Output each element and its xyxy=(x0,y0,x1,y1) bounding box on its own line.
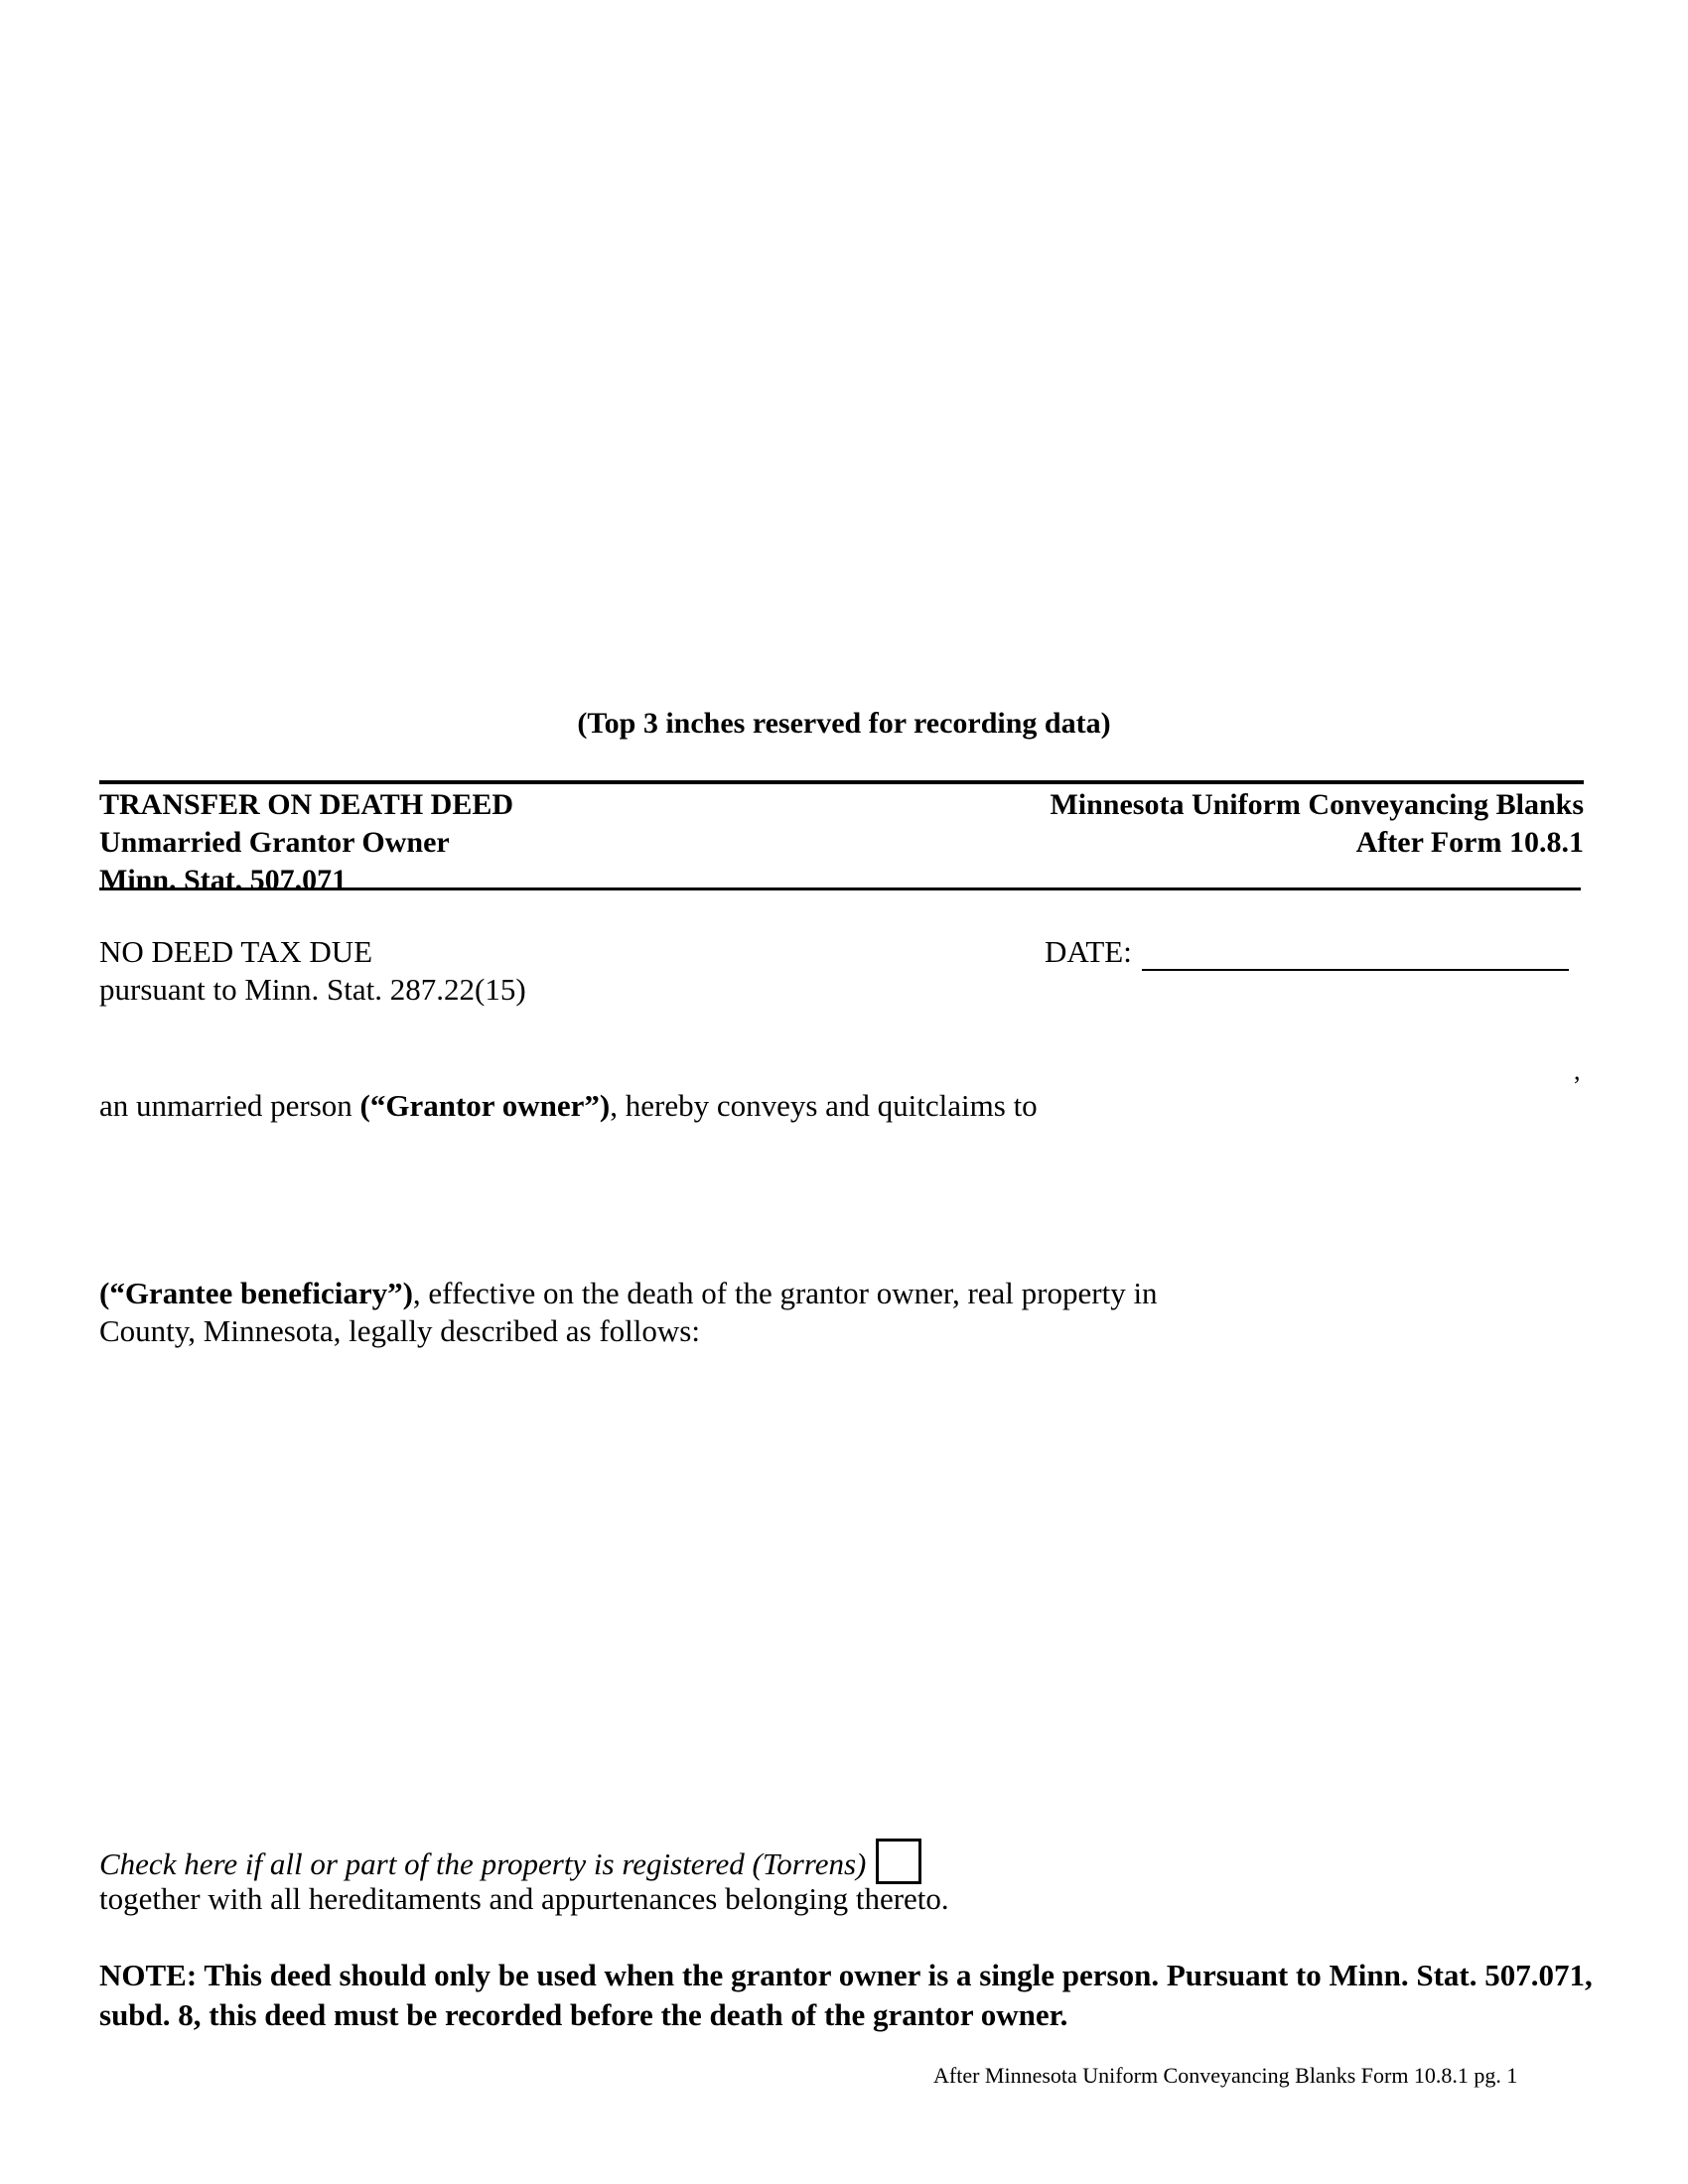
recording-data-notice: (Top 3 inches reserved for recording data) xyxy=(577,707,1111,740)
torrens-checkbox[interactable] xyxy=(876,1839,921,1884)
grantor-clause xyxy=(99,1087,1038,1125)
recording-note: NOTE: This deed should only be used when the grantor owner is a single person. Pursuant to Minn. Stat. 507.071, subd. 8, this deed must be recorded before the death of the grantor owner. xyxy=(99,1958,1593,2032)
header-bottom-rule xyxy=(99,887,1581,890)
grantee-clause xyxy=(99,1275,1158,1350)
header-right xyxy=(1050,786,1584,862)
grantee-clause-line2: County, Minnesota, legally described as follows: xyxy=(99,1313,700,1348)
form-source: Minnesota Uniform Conveyancing Blanks xyxy=(1050,788,1584,821)
grantor-owner-term: (“Grantor owner”) xyxy=(359,1088,611,1123)
torrens-line1 xyxy=(99,1839,949,1884)
form-subtitle: Unmarried Grantor Owner xyxy=(99,826,450,859)
deed-tax-block xyxy=(99,933,526,1009)
header-left xyxy=(99,786,513,899)
grantee-clause-line1 xyxy=(99,1275,1158,1312)
form-number: After Form 10.8.1 xyxy=(1355,826,1584,859)
date-field[interactable] xyxy=(1142,939,1569,971)
grantor-clause-post: , hereby conveys and quitclaims to xyxy=(610,1088,1038,1123)
statute-reference: Minn. Stat. 507.071 xyxy=(99,864,348,896)
torrens-check-label: Check here if all or part of the property is registered (Torrens) xyxy=(99,1846,867,1881)
grantee-beneficiary-term: (“Grantee beneficiary”) xyxy=(99,1276,413,1310)
date-block xyxy=(1045,933,1569,971)
header-top-rule xyxy=(99,780,1584,784)
deed-tax-status: NO DEED TAX DUE xyxy=(99,934,373,969)
date-label: DATE: xyxy=(1045,934,1132,969)
grantor-comma: , xyxy=(1574,1056,1581,1085)
form-title: TRANSFER ON DEATH DEED xyxy=(99,788,513,821)
hereditaments-clause: together with all hereditaments and appurtenances belonging thereto. xyxy=(99,1881,949,1916)
torrens-block xyxy=(99,1839,949,1918)
grantee-clause-post: , effective on the death of the grantor owner, real property in xyxy=(412,1276,1158,1310)
deed-tax-statute: pursuant to Minn. Stat. 287.22(15) xyxy=(99,972,526,1007)
grantor-clause-pre: an unmarried person xyxy=(99,1088,360,1123)
page-footer: After Minnesota Uniform Conveyancing Blanks Form 10.8.1 pg. 1 xyxy=(933,2063,1518,2088)
